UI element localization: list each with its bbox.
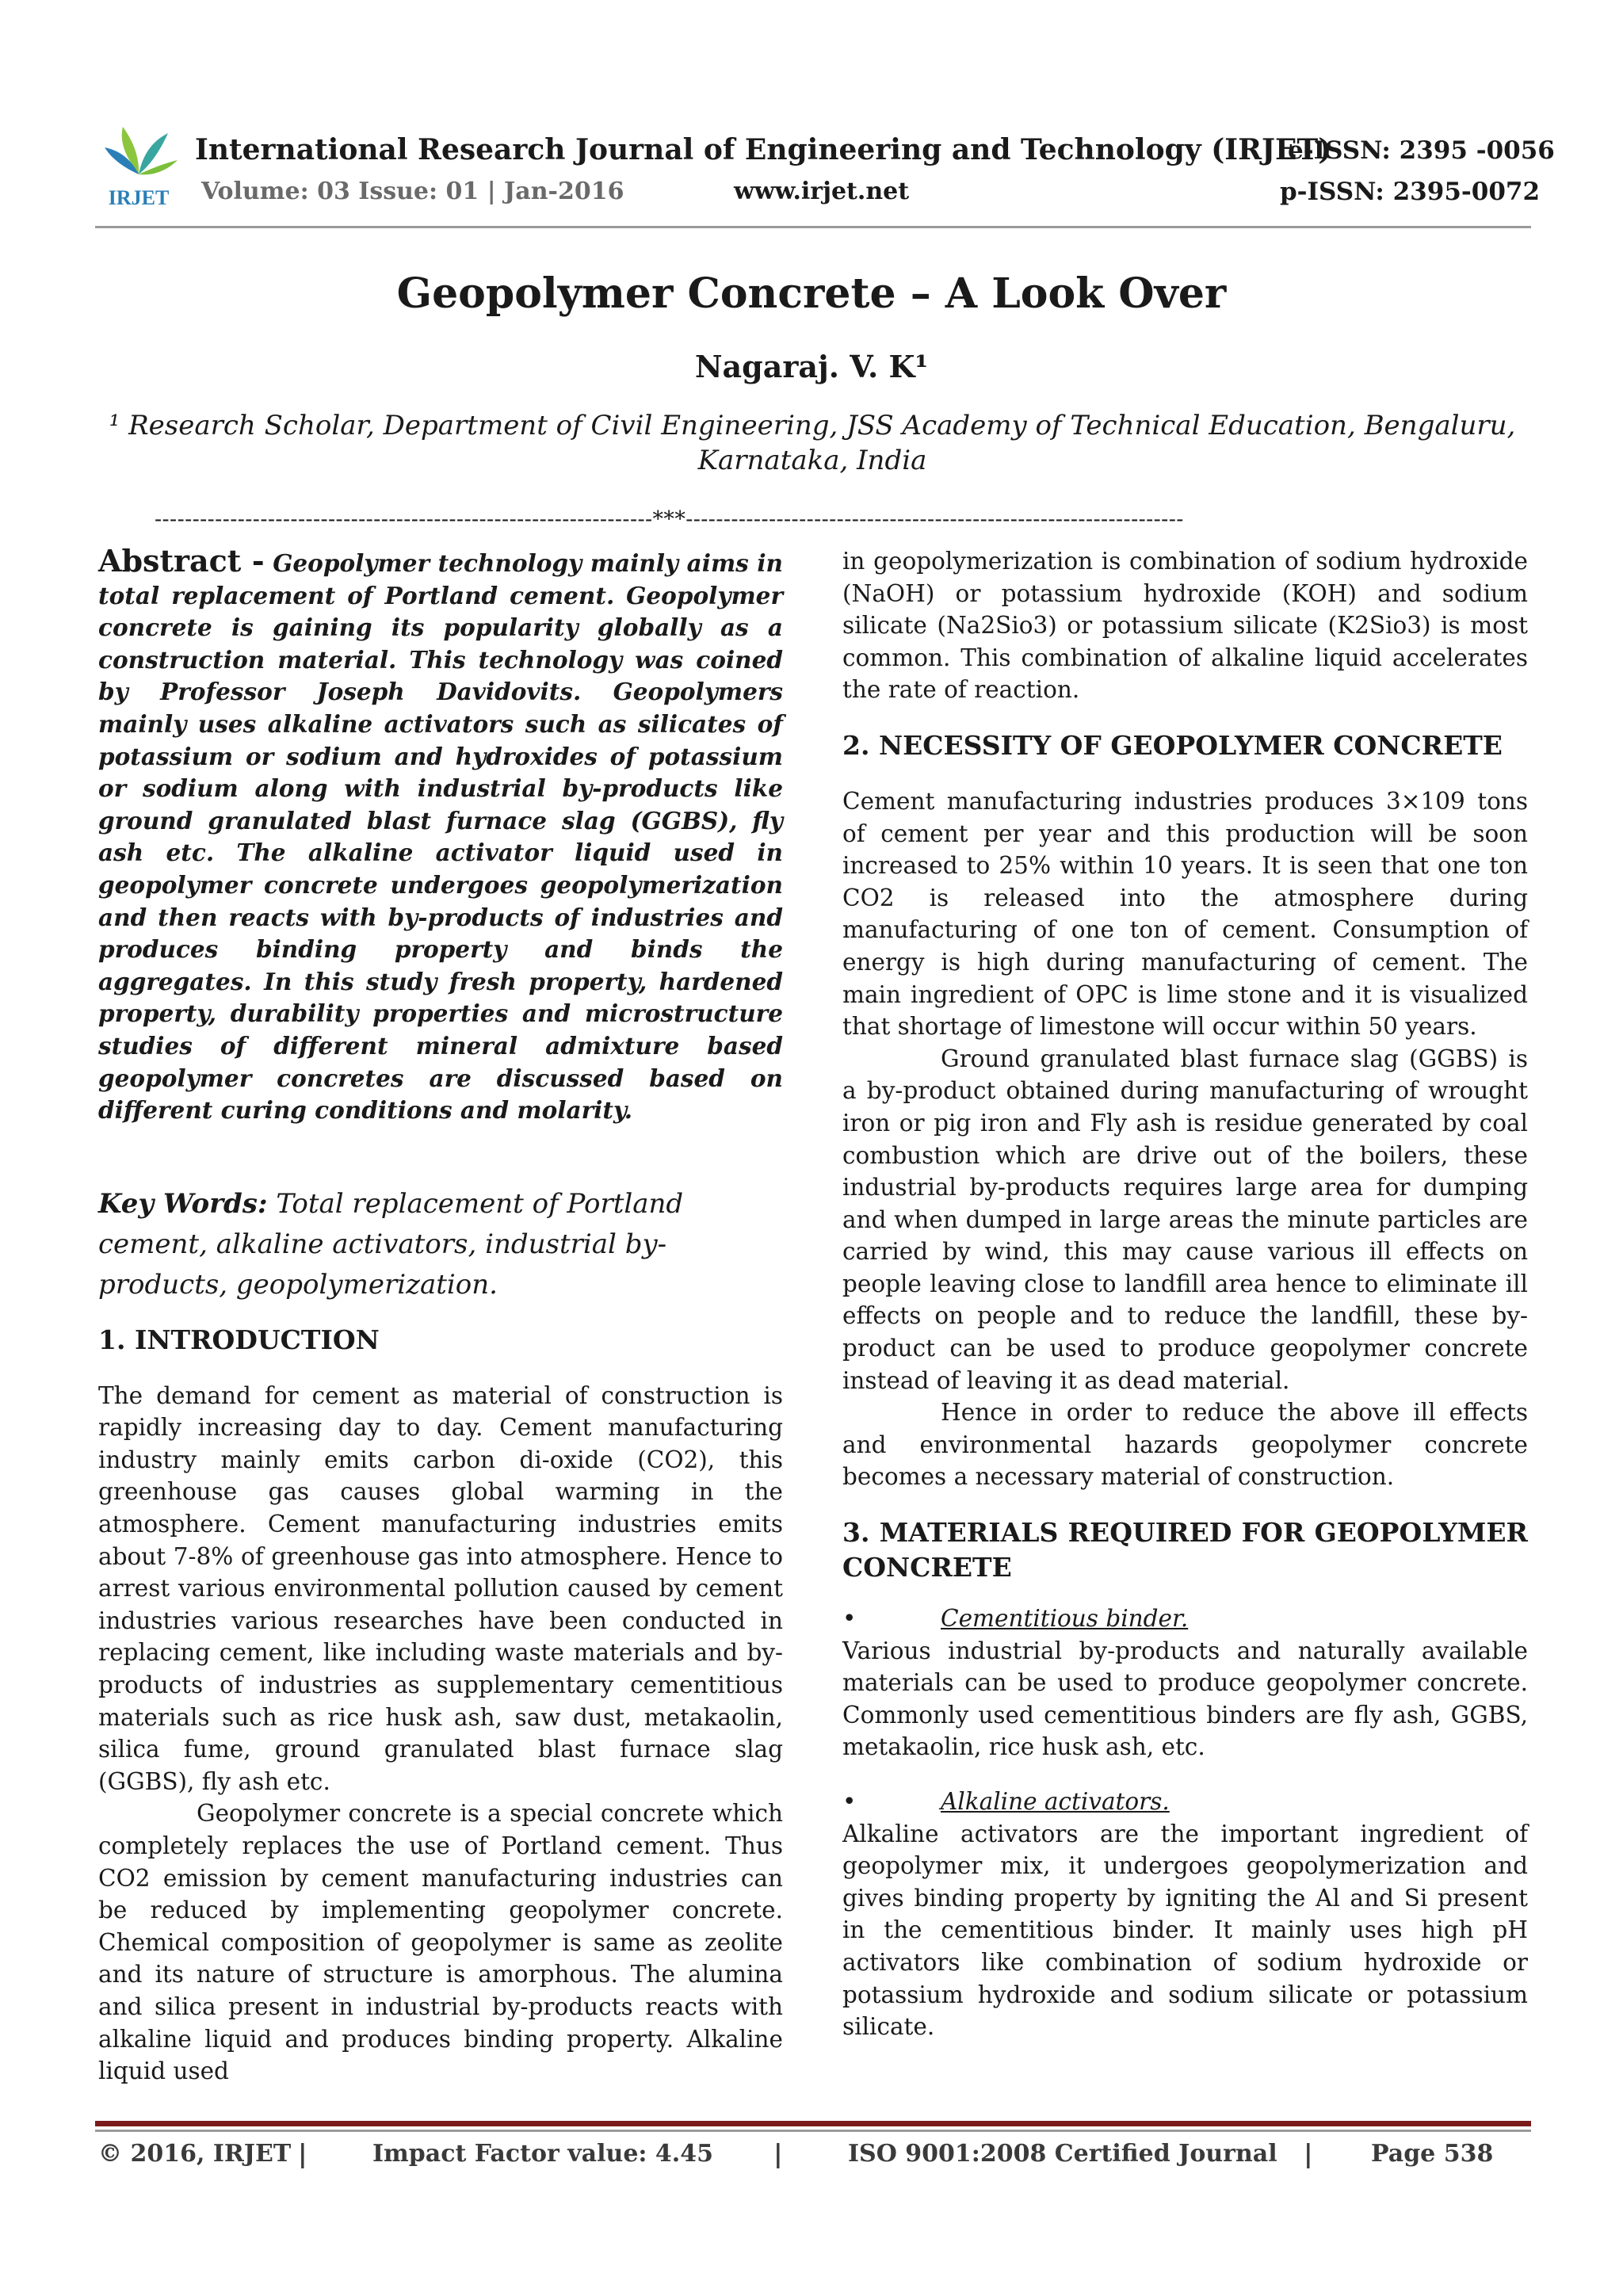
footer-rule-thin [95, 2130, 1531, 2132]
irjet-logo [95, 119, 182, 210]
necessity-paragraph-1: Cement manufacturing industries produces 3×109 tons of cement per year and this production will be soon increased to 25% within 10 years. It is seen that one ton CO2 is released into the atmosphere during manufacturing of one ton of cement. Consumption of energy is high during manufacturing of cement. The main ingredient of OPC is lime stone and it is visualized that shortage of limestone will occur within 50 years. [842, 787, 1528, 1041]
paper-title: Geopolymer Concrete – A Look Over [396, 269, 1227, 318]
intro-paragraph-2-continued: in geopolymerization is combination of sodium hydroxide (NaOH) or potassium hydroxide (KOH) and sodium silicate (Na2Sio3) or potassium silicate (K2Sio3) is most common. This combination of alkaline liquid accelerates the rate of reaction. [842, 548, 1528, 704]
bullet-alkaline-activators [842, 1786, 1528, 1818]
abstract [98, 545, 783, 1127]
materials-heading: 3. MATERIALS REQUIRED FOR GEOPOLYMER CONCRETE [842, 1517, 1528, 1584]
author-affiliation: ¹ Research Scholar, Department of Civil Engineering, JSS Academy of Technical Education, Bengaluru, Karnataka, India [109, 410, 1516, 476]
intro-paragraph-1: The demand for cement as material of construction is rapidly increasing day to day. Cement manufacturing industry mainly emits carbon di-oxide (CO2), this greenhouse gas causes global warming in the atmosphere. Cement manufacturing industries emits about 7-8% of greenhouse gas into atmosphere. Hence to arrest various environmental pollution caused by cement industries various researches have been conducted in replacing cement, like including waste materials and by-products of industries as supplementary cementitious materials such as rice husk ash, saw dust, metakaolin, silica fume, ground granulated blast furnace slag (GGBS), fly ash etc. [98, 1381, 783, 1795]
bullet-dot: • [842, 1605, 857, 1633]
keywords-text: Total replacement of Portland cement, alkaline activators, industrial by-products, geopolymerization. [98, 1187, 684, 1301]
footer-separator: | [298, 2138, 307, 2168]
footer-separator: | [1304, 2138, 1313, 2168]
footer-copyright: © 2016, IRJET [98, 2140, 292, 2168]
logo-text: IRJET [108, 186, 170, 209]
paper-author: Nagaraj. V. K¹ [694, 349, 929, 384]
footer-page-number: Page 538 [1371, 2140, 1494, 2168]
header-rule [95, 226, 1531, 228]
keywords-label: Key Words: [98, 1187, 268, 1220]
bullet-label: Alkaline activators. [941, 1788, 1170, 1815]
abstract-text: Geopolymer technology mainly aims in total replacement of Portland cement. Geopolymer concrete is gaining its popularity globally as a construction material. This technology was coined by Professor Joseph Davidovits. Geopolymers mainly uses alkaline activators such as silicates of potassium or sodium and hydroxides of potassium or sodium along with industrial by-products like ground granulated blast furnace slag (GGBS), fly ash etc. The alkaline activator liquid used in geopolymer concrete undergoes geopolymerization and then reacts with by-products of industries and produces binding property and binds the aggregates. In this study fresh property, hardened property, durability properties and microstructure studies of different mineral admixture based geopolymer concretes are discussed based on different curing conditions and molarity. [98, 549, 784, 1125]
bullet-cementitious-binder [842, 1603, 1528, 1635]
necessity-paragraph-2: Ground granulated blast furnace slag (GGBS) is a by-product obtained during manufacturing of wrought iron or pig iron and Fly ash is residue generated by coal combustion which are drive out of the boilers, these industrial by-products requires large area for dumping and when dumped in large areas the minute particles are carried by wind, this may cause various ill effects on people leaving close to landfill area hence to eliminate ill effects on people and to reduce the landfill, these by-product can be used to produce geopolymer concrete instead of leaving it as dead material. [842, 1045, 1528, 1394]
p-issn: p-ISSN: 2395-0072 [1280, 178, 1541, 206]
journal-website[interactable]: www.irjet.net [734, 178, 910, 205]
intro-paragraph-2: Geopolymer concrete is a special concrete which completely replaces the use of Portland cement. Thus CO2 emission by cement manufacturing industries can be reduced by implementing geopolymer concrete. Chemical composition of geopolymer is same as zeolite and its nature of structure is amorphous. The alumina and silica present in industrial by-products reacts with alkaline liquid and produces binding property. Alkaline liquid used [98, 1800, 783, 2085]
bullet-label: Cementitious binder. [941, 1605, 1189, 1633]
left-column [98, 545, 783, 2088]
necessity-paragraph-3: Hence in order to reduce the above ill effects and environmental hazards geopolymer concrete becomes a necessary material of construction. [842, 1399, 1528, 1491]
right-column [842, 545, 1528, 2043]
volume-issue: Volume: 03 Issue: 01 | Jan-2016 [201, 178, 624, 205]
e-issn: e-ISSN: 2395 -0056 [1288, 136, 1555, 165]
footer-iso: ISO 9001:2008 Certified Journal [848, 2140, 1277, 2168]
necessity-heading: 2. NECESSITY OF GEOPOLYMER CONCRETE [842, 729, 1503, 761]
keywords [98, 1184, 783, 1305]
alkaline-activators-text: Alkaline activators are the important ingredient of geopolymer mix, it undergoes geopolymerization and gives binding property by igniting the Al and Si present in the cementitious binder. It mainly uses high pH activators like combination of sodium hydroxide or potassium hydroxide and sodium silicate or potassium silicate. [842, 1820, 1528, 2041]
footer-rule [95, 2121, 1531, 2126]
abstract-label: Abstract - [98, 543, 265, 579]
section-divider: ------------------------------------------------------------------***------------------------------------------------------------------ [155, 507, 1184, 532]
journal-title: International Research Journal of Engineering and Technology (IRJET) [195, 133, 1332, 166]
footer-separator: | [773, 2138, 783, 2168]
bullet-dot: • [842, 1788, 857, 1815]
cementitious-binder-text: Various industrial by-products and naturally available materials can be used to produce geopolymer concrete. Commonly used cementitious binders are fly ash, GGBS, metakaolin, rice husk ash, etc. [842, 1637, 1528, 1761]
footer-impact-factor: Impact Factor value: 4.45 [372, 2140, 713, 2168]
intro-heading: 1. INTRODUCTION [98, 1324, 380, 1355]
